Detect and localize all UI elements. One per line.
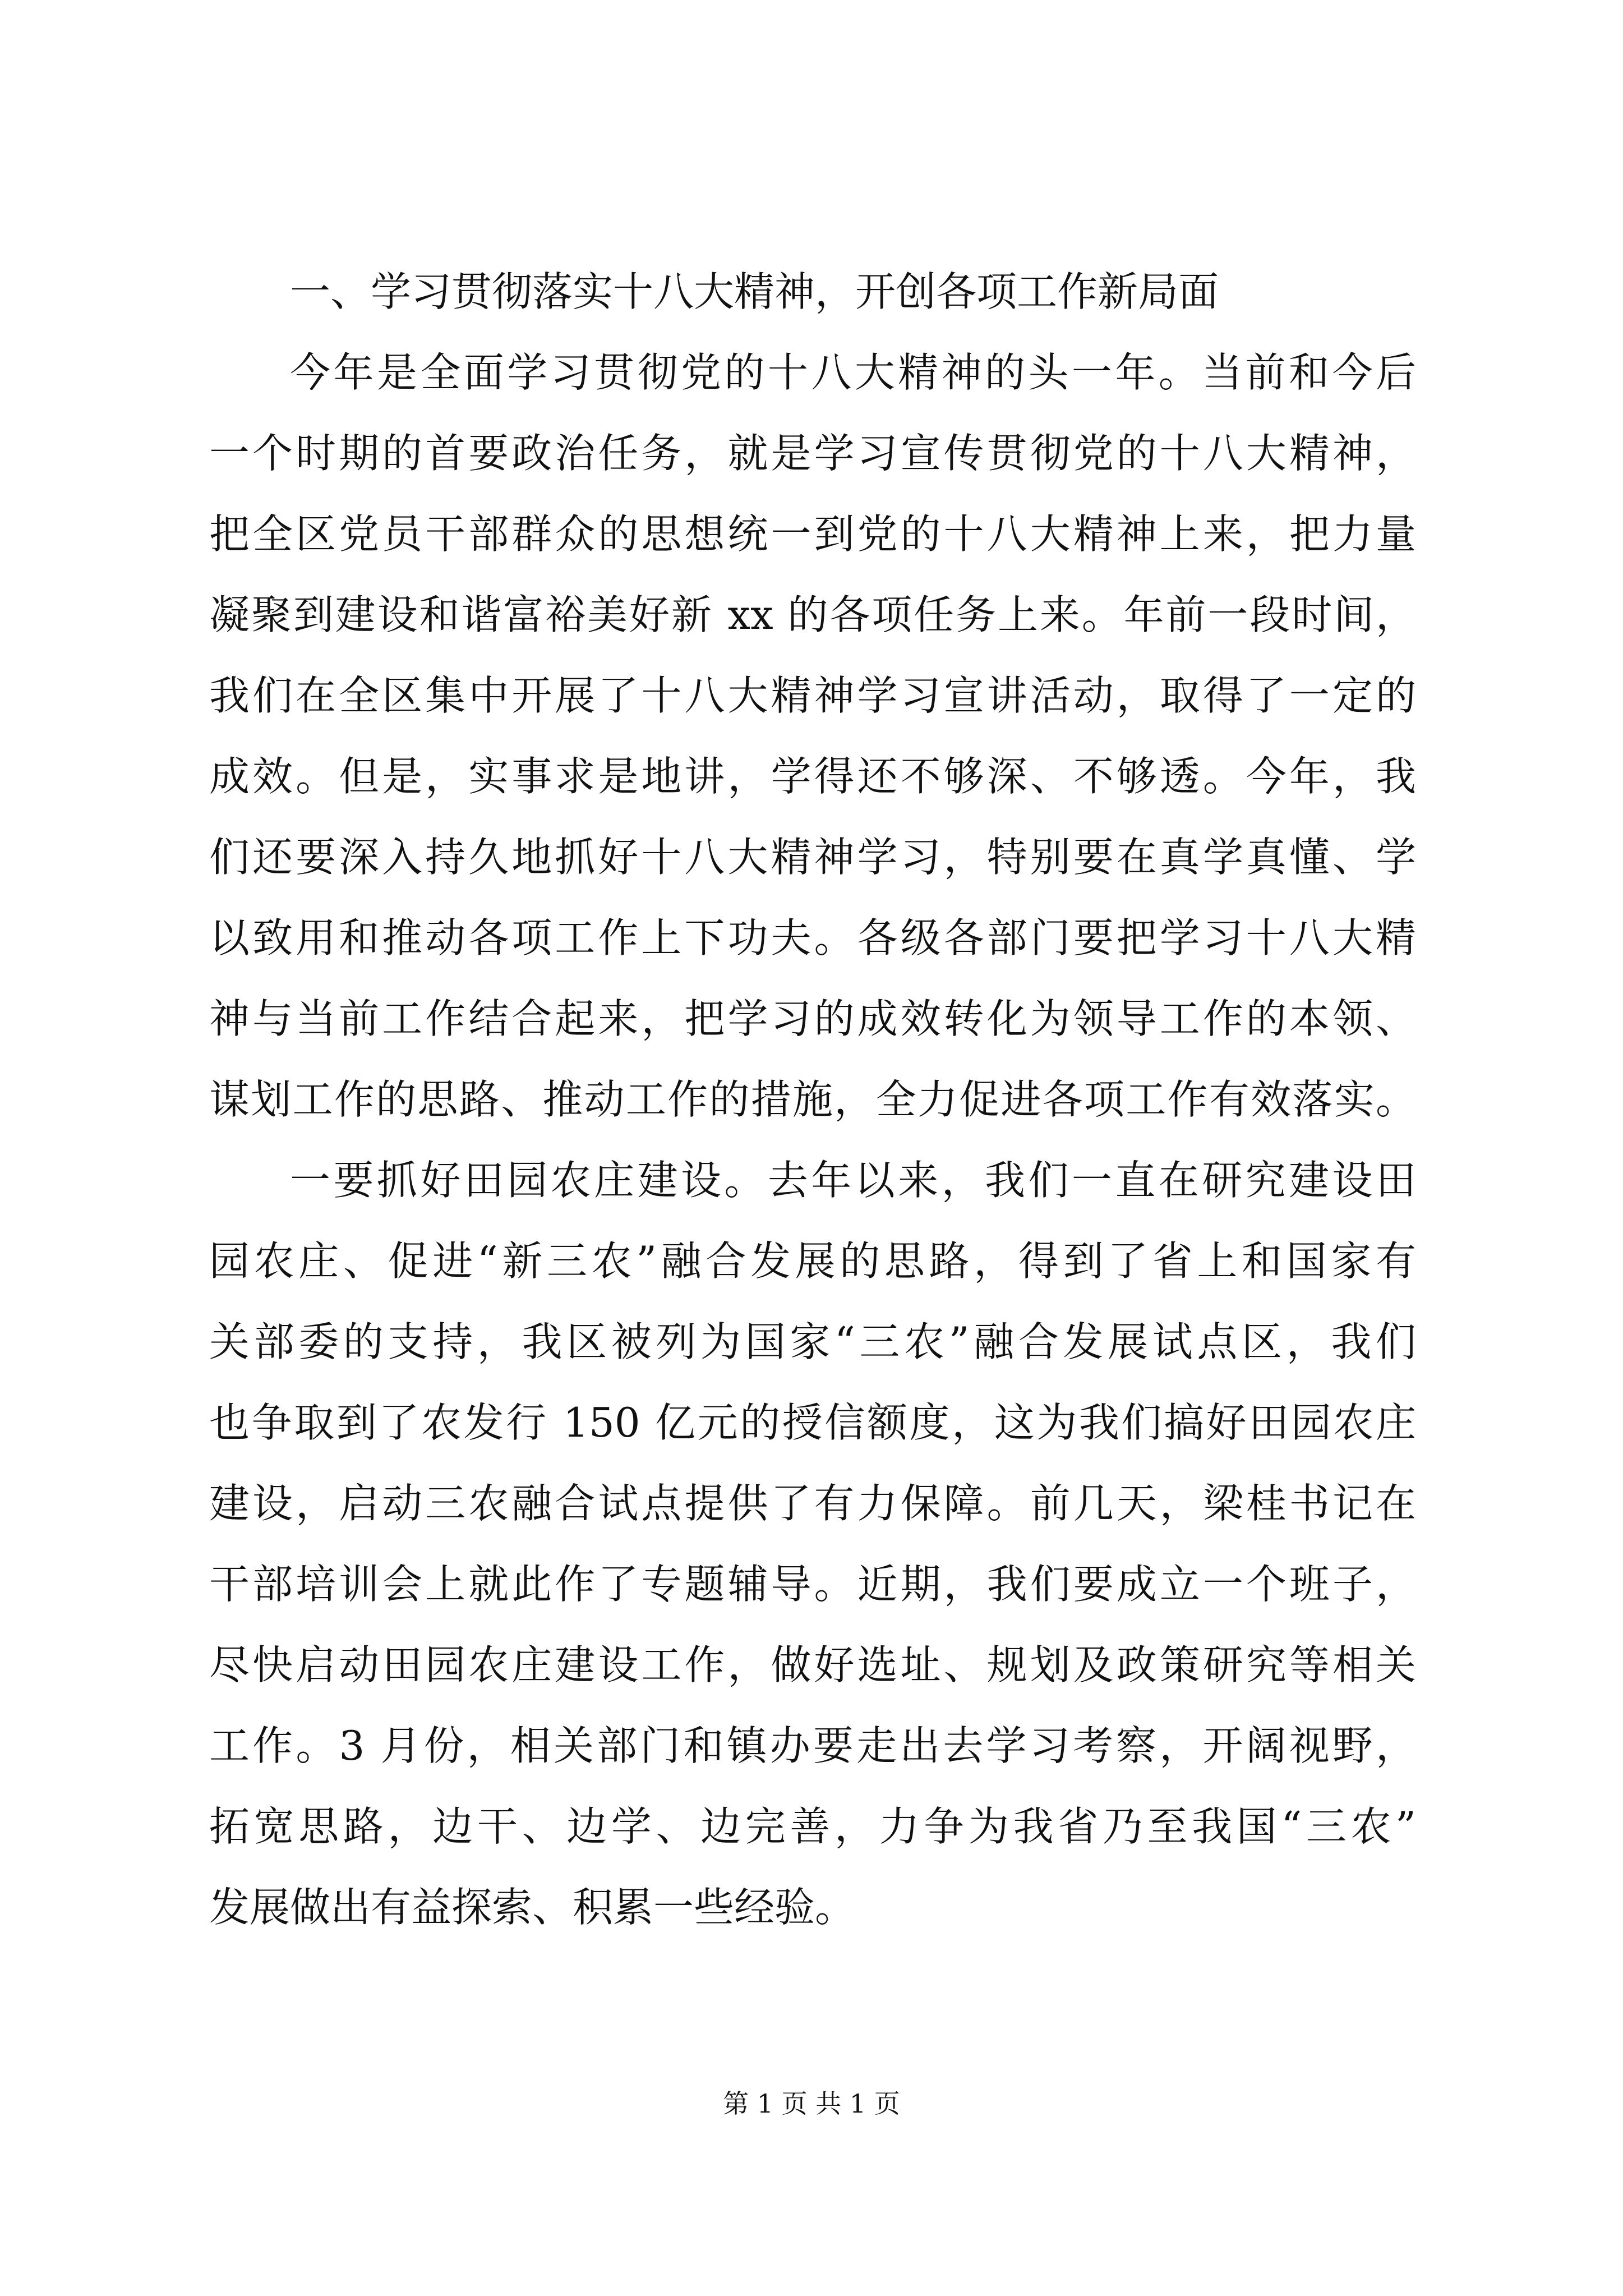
paragraph-line: 拓宽思路，边干、边学、边完善，力争为我省乃至我国“三农” xyxy=(209,1803,1416,1850)
paragraph-2 xyxy=(209,1140,1416,1948)
paragraph-line: 凝聚到建设和谐富裕美好新 xx 的各项任务上来。年前一段时间， xyxy=(209,591,1416,638)
page-footer: 第 1 页 共 1 页 xyxy=(723,2088,900,2119)
paragraph-line: 今年是全面学习贯彻党的十八大精神的头一年。当前和今后 xyxy=(290,349,1416,396)
paragraph-line: 一个时期的首要政治任务，就是学习宣传贯彻党的十八大精神， xyxy=(209,430,1416,477)
paragraph-line: 工作。3 月份，相关部门和镇办要走出去学习考察，开阔视野， xyxy=(209,1722,1416,1769)
paragraph-line: 我们在全区集中开展了十八大精神学习宣讲活动，取得了一定的 xyxy=(209,672,1416,719)
paragraph-line: 以致用和推动各项工作上下功夫。各级各部门要把学习十八大精 xyxy=(209,914,1416,961)
paragraph-line: 成效。但是，实事求是地讲，学得还不够深、不够透。今年，我 xyxy=(209,753,1416,800)
paragraph-line: 神与当前工作结合起来，把学习的成效转化为领导工作的本领、 xyxy=(209,995,1416,1042)
document-body xyxy=(209,251,1416,1948)
paragraph-line: 尽快启动田园农庄建设工作，做好选址、规划及政策研究等相关 xyxy=(209,1641,1416,1688)
paragraph-line: 也争取到了农发行 150 亿元的授信额度，这为我们搞好田园农庄 xyxy=(209,1399,1416,1446)
paragraph-line: 干部培训会上就此作了专题辅导。近期，我们要成立一个班子， xyxy=(209,1561,1416,1608)
paragraph-line: 一要抓好田园农庄建设。去年以来，我们一直在研究建设田 xyxy=(290,1157,1416,1204)
paragraph-line: 们还要深入持久地抓好十八大精神学习，特别要在真学真懂、学 xyxy=(209,834,1416,881)
paragraph-line: 谋划工作的思路、推动工作的措施，全力促进各项工作有效落实。 xyxy=(209,1076,1416,1123)
paragraph-1 xyxy=(209,332,1416,1140)
paragraph-line: 园农庄、促进“新三农”融合发展的思路，得到了省上和国家有 xyxy=(209,1237,1416,1285)
section-heading: 一、学习贯彻落实十八大精神，开创各项工作新局面 xyxy=(290,268,1219,315)
paragraph-line: 把全区党员干部群众的思想统一到党的十八大精神上来，把力量 xyxy=(209,510,1416,558)
paragraph-line: 关部委的支持，我区被列为国家“三农”融合发展试点区，我们 xyxy=(209,1318,1416,1365)
paragraph-line: 发展做出有益探索、积累一些经验。 xyxy=(209,1884,856,1931)
paragraph-line: 建设，启动三农融合试点提供了有力保障。前几天，梁桂书记在 xyxy=(209,1480,1416,1527)
